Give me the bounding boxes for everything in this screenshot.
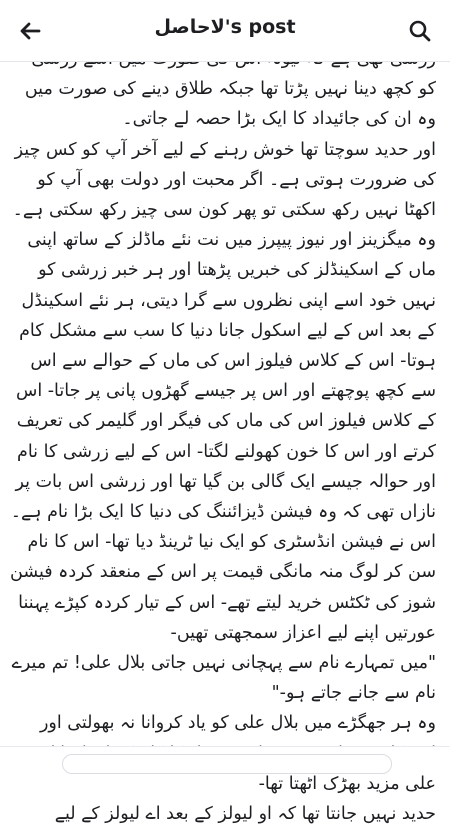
post-paragraph: کو کچھ دینا نہیں پڑتا تھا جبکہ طلاق دینے کی صورت میں وہ ان کی جائیداد کا ایک بڑا حصہ لے جاتی۔ xyxy=(24,79,436,130)
comment-input[interactable] xyxy=(62,754,392,774)
top-app-bar xyxy=(0,0,450,62)
search-icon xyxy=(408,19,432,43)
post-paragraph: حدید نہیں جانتا تھا کہ او لیولز کے بعد اے لیولز کے لیے xyxy=(54,804,436,825)
post-paragraph: "میں تمہارے نام سے پہچانی نہیں جاتی بلال علی! تم میرے نام سے جانے جاتے ہو-" xyxy=(11,653,436,704)
page-title: لاحاصل's post xyxy=(154,16,296,38)
search-button[interactable] xyxy=(400,13,440,49)
post-paragraph: اور حدید سوچتا تھا خوش رہنے کے لیے آخر آپ کو کس چیز کی ضرورت ہوتی ہے۔ اگر محبت اور دولت بھی آپ کو اکھٹا نہیں رکھ سکتی تو پھر کون سی چیز رکھ سکتی ہے۔ وہ میگزینز اور نیوز پیپرز میں نت نئے ماڈلز کے ساتھ اپنی ماں کے اسکینڈلز کی خبریں پڑھتا اور ہر خبر زرشی کو نہیں خود اسے اپنی نظروں سے گرا دیتی، ہر نئے اسکینڈل کے بعد اس کے لیے اسکول جانا دنیا کا سب سے مشکل کام ہوتا- اس کے کلاس فیلوز اس کی ماں کے حوالے سے اس سے کچھ پوچھتے اور اس پر جیسے گھڑوں پانی پر جاتا- اس کے کلاس فیلوز اس کی ماں کی فیگر اور گلیمر کی تعریف کرتے اور اس کا خون کھولنے لگتا- اس کے لیے زرشی کا نام اور حوالہ جیسے ایک گالی بن گیا تھا اور زرشی اس بات پر نازاں تھی کہ وہ فیشن ڈیزائننگ کی دنیا کا ایک بڑا نام ہے۔ اس نے فیشن انڈسٹری کو ایک نیا ٹرینڈ دیا تھا- اس کا نام سن کر لوگ منہ مانگی قیمت پر اس کے منعقد کردہ فیشن شوز کی ٹکٹس خرید لیتے تھے- اس کے تیار کردہ کپڑے پہننا عورتیں اپنے لیے اعزاز سمجھتی تھیں- xyxy=(10,139,436,643)
bottom-bar xyxy=(0,746,450,768)
post-paragraph: وہ ہر جھگڑے میں بلال علی کو یاد کروانا نہ بھولتی اور علی مزید بھڑک اٹھتا تھا- xyxy=(39,713,436,794)
post-body xyxy=(0,44,450,829)
